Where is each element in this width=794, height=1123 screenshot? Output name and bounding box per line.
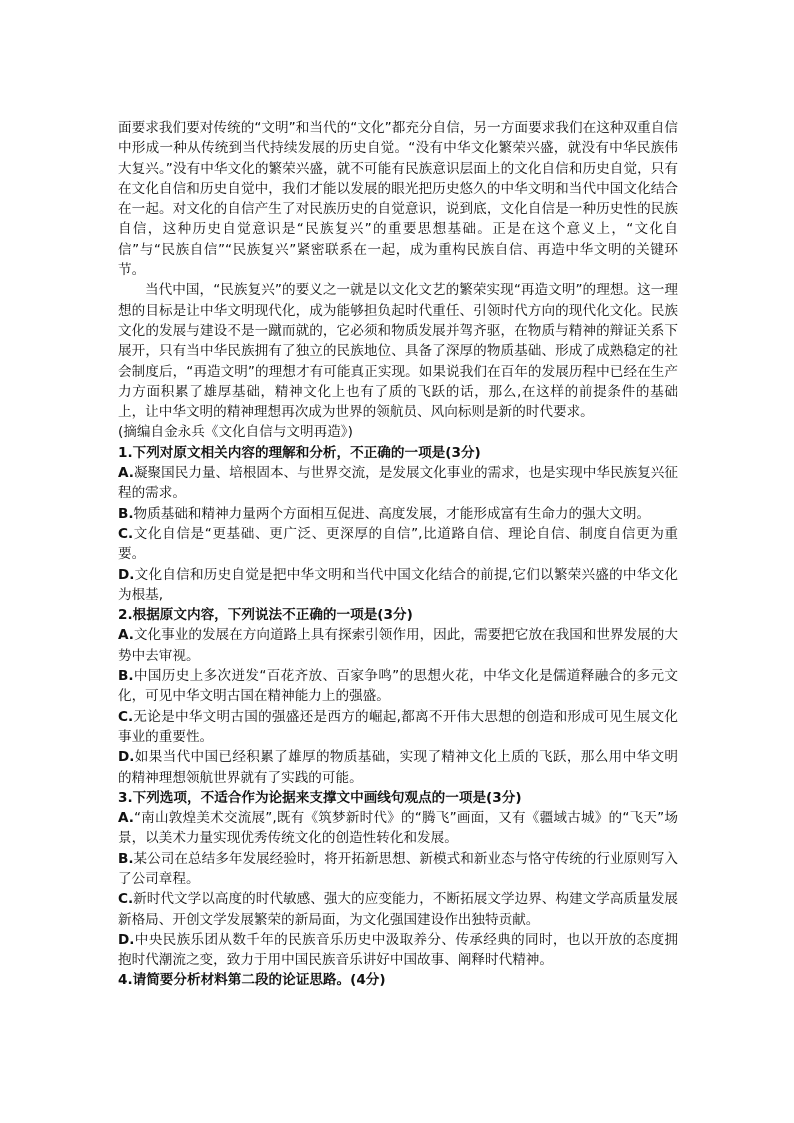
option-text: 某公司在总结多年发展经验时，将开拓新思想、新模式和新业态与恪守传统的行业原则写入了公司章程。: [118, 850, 678, 887]
option-c: [118, 707, 678, 748]
question-stem: 4.请简要分析材料第二段的论证思路。(4分): [118, 972, 386, 989]
option-text: 中央民族乐团从数千年的民族音乐历史中汲取养分、传承经典的同时，也以开放的态度拥抱时代潮流之变，致力于用中国民族音乐讲好中国故事、阐释时代精神。: [118, 931, 678, 969]
option-text: 物质基础和精神力量两个方面相互促进、高度发展，才能形成富有生命力的强大文明。: [133, 505, 651, 522]
question-1: [118, 443, 678, 605]
question-stem: 2.根据原文内容，下列说法不正确的一项是(3分): [118, 607, 413, 624]
option-b: [118, 504, 678, 524]
option-label: D.: [118, 566, 135, 583]
option-label: D.: [118, 749, 135, 766]
option-a: [118, 808, 678, 849]
option-d: [118, 747, 678, 788]
question-stem: 3.下列选项，不适合作为论据来支撑文中画线句观点的一项是(3分): [118, 789, 522, 806]
passage-paragraph-2: 当代中国，“民族复兴”的要义之一就是以文化文艺的繁荣实现“再造文明”的理想。这一理想的目标是让中华文明现代化，成为能够担负起时代重任、引领时代方向的现代化文化。民族文化的发展与建设不是一蹴而就的，它必须和物质发展并驾齐驱，在物质与精神的辩证关系下展开，只有当中华民族拥有了独立的民族地位、具备了深厚的物质基础、形成了成熟稳定的社会制度后，“再造文明”的理想才有可能真正实现。如果说我们在百年的发展历程中已经在生产力方面积累了雄厚基础，精神文化上也有了质的飞跃的话，那么,在这样的前提条件的基础上，让中华文明的精神理想再次成为世界的领航员、风向标则是新的时代要求。: [118, 282, 678, 421]
passage-paragraph-1: 面要求我们要对传统的“文明”和当代的“文化”都充分自信，另一方面要求我们在这种双重自信中形成一种从传统到当代持续发展的历史自觉。“没有中华文化繁荣兴盛，就没有中华民族伟大复兴。”没有中华文化的繁荣兴盛，就不可能有民族意识层面上的文化自信和历史自觉，只有在文化自信和历史自觉中，我们才能以发展的眼光把历史悠久的中华文明和当代中国文化结合在一起。对文化的自信产生了对民族历史的自觉意识，说到底，文化自信是一种历史性的民族自信，这种历史自觉意识是“民族复兴”的重要思想基础。正是在这个意义上，“文化自信”与“民族自信”“民族复兴”紧密联系在一起，成为重构民族自信、再造中华文明的关键环节。: [118, 120, 678, 279]
option-label: B.: [118, 668, 134, 685]
option-label: A.: [118, 627, 134, 644]
question-2: [118, 605, 678, 788]
option-label: A.: [118, 810, 134, 827]
option-d: [118, 930, 678, 971]
option-text: 文化自信和历史自觉是把中华文明和当代中国文化结合的前提,它们以繁荣兴盛的中华文化为根基,: [118, 566, 678, 603]
option-b: [118, 849, 678, 890]
option-label: C.: [118, 708, 134, 725]
document-page: [118, 118, 678, 991]
option-label: B.: [118, 505, 134, 522]
option-text: 中国历史上多次迸发“百花齐放、百家争鸣”的思想火花，中华文化是儒道释融合的多元文化，可见中华文明古国在精神能力上的强盛。: [118, 668, 678, 705]
option-text: “南山敦煌美术交流展”,既有《筑梦新时代》的“腾飞”画面，又有《疆域古城》的“飞天”场景，以美术力量实现优秀传统文化的创造性转化和发展。: [118, 810, 678, 847]
option-text: 新时代文学以高度的时代敏感、强大的应变能力，不断拓展文学边界、构建文学高质量发展新格局、开创文学发展繁荣的新局面，为文化强国建设作出独特贡献。: [118, 891, 678, 928]
option-label: D.: [118, 931, 135, 948]
option-a: [118, 625, 678, 666]
option-a: [118, 463, 678, 504]
question-4: [118, 970, 678, 990]
option-b: [118, 666, 678, 707]
option-text: 文化自信是“更基础、更广泛、更深厚的自信”,比道路自信、理论自信、制度自信更为重要。: [118, 525, 678, 563]
option-label: A.: [118, 465, 134, 482]
question-stem: 1.下列对原文相关内容的理解和分析，不正确的一项是(3分): [118, 444, 481, 461]
passage-source: (摘编自金永兵《文化自信与文明再造》): [118, 424, 353, 441]
option-label: C.: [118, 525, 134, 542]
question-3: [118, 788, 678, 971]
option-text: 文化事业的发展在方向道路上具有探索引领作用，因此，需要把它放在我国和世界发展的大势中去审视。: [118, 627, 678, 664]
option-text: 如果当代中国已经积累了雄厚的物质基础，实现了精神文化上质的飞跃，那么用中华文明的精神理想领航世界就有了实践的可能。: [118, 749, 678, 786]
option-c: [118, 889, 678, 930]
option-text: 无论是中华文明古国的强盛还是西方的崛起,都离不开伟大思想的创造和形成可见生展文化事业的重要性。: [118, 708, 678, 745]
option-label: C.: [118, 891, 134, 908]
option-d: [118, 565, 678, 606]
option-label: B.: [118, 850, 134, 867]
option-text: 凝聚国民力量、培根固本、与世界交流，是发展文化事业的需求，也是实现中华民族复兴征程的需求。: [118, 465, 678, 502]
option-c: [118, 524, 678, 565]
